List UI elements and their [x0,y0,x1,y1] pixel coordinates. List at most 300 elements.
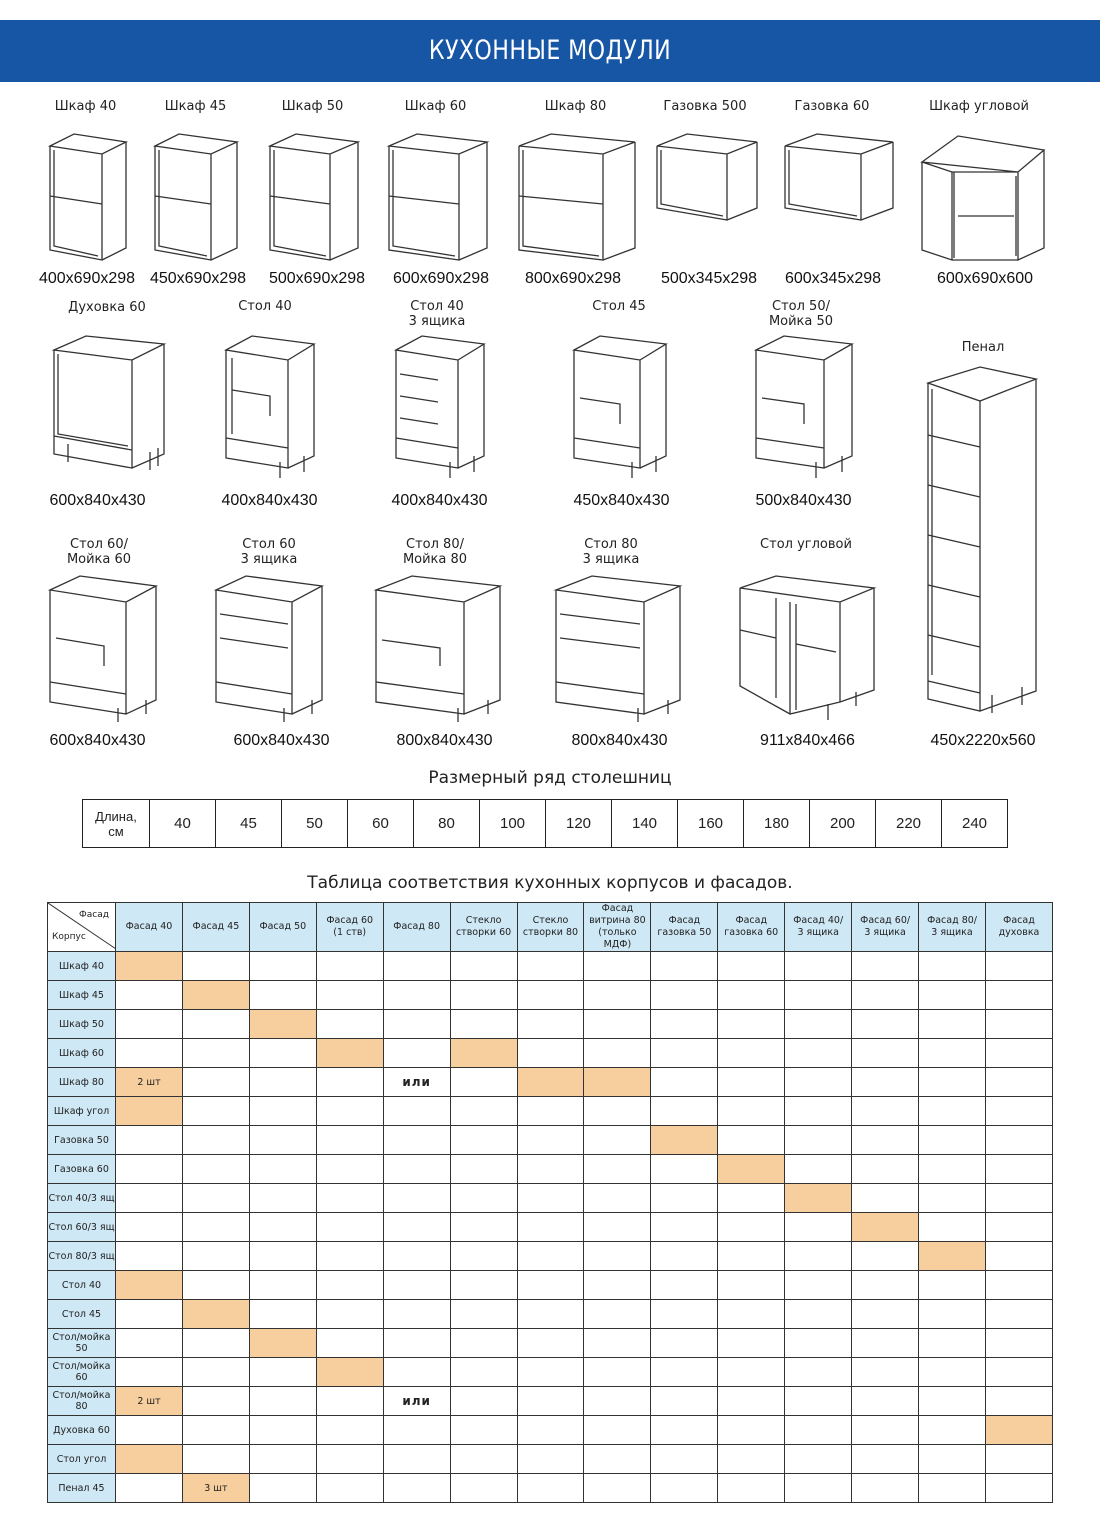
empty-cell [316,981,383,1010]
empty-cell [517,1416,584,1445]
empty-cell [852,1416,919,1445]
facade-column-header: Фасад 50 [249,903,316,952]
cabinet-drawing [222,334,318,480]
empty-cell [718,1039,785,1068]
cabinet-drawing [752,334,856,480]
match-cell [116,1271,183,1300]
empty-cell [985,1184,1052,1213]
empty-cell [919,1213,986,1242]
empty-cell [116,1329,183,1358]
module-size: 600x345x298 [784,270,882,287]
module-size: 800x840x430 [396,732,493,749]
empty-cell [249,1184,316,1213]
empty-cell [249,1474,316,1503]
module-size: 450x2220x560 [930,732,1036,749]
body-row-header: Стол 60/3 ящ [48,1213,116,1242]
empty-cell [785,1155,852,1184]
body-row-header: Пенал 45 [48,1474,116,1503]
empty-cell [651,1213,718,1242]
empty-cell [450,1010,517,1039]
module-name: Стол 60 3 ящика [240,537,298,567]
match-cell [517,1068,584,1097]
module-size: 400x840x430 [391,492,488,509]
empty-cell [383,1097,450,1126]
match-cell [985,1416,1052,1445]
empty-cell [116,1155,183,1184]
empty-cell [316,1010,383,1039]
empty-cell [316,1329,383,1358]
empty-cell [985,1242,1052,1271]
module-name: Духовка 60 [68,300,146,315]
table-row [48,1039,1053,1068]
empty-cell [785,1097,852,1126]
body-row-header: Шкаф 80 [48,1068,116,1097]
empty-cell [919,1416,986,1445]
empty-cell [450,1155,517,1184]
empty-cell [785,1126,852,1155]
match-cell [116,1445,183,1474]
module-size: 400x840x430 [221,492,318,509]
corner-diagonal [48,903,116,949]
empty-cell [383,981,450,1010]
empty-cell [249,952,316,981]
empty-cell [249,1358,316,1387]
empty-cell [718,1010,785,1039]
module-name: Стол 50/ Мойка 50 [768,299,834,329]
empty-cell [517,952,584,981]
empty-cell [718,1358,785,1387]
empty-cell [316,1126,383,1155]
empty-cell [517,1155,584,1184]
module-name: Газовка 60 [794,99,870,114]
body-row-header: Газовка 60 [48,1155,116,1184]
cabinet-drawing [655,132,761,224]
empty-cell [852,952,919,981]
empty-cell [852,1068,919,1097]
empty-cell [651,1329,718,1358]
empty-cell [919,952,986,981]
table-row [48,952,1053,981]
empty-cell [450,1126,517,1155]
cabinet-drawing [918,132,1048,264]
body-row-header: Шкаф 50 [48,1010,116,1039]
table-row [83,800,1008,848]
empty-cell [383,1155,450,1184]
length-cell: 180 [744,800,810,848]
cabinet-drawing [50,334,168,480]
module-size: 600x840x430 [49,492,146,509]
empty-cell [584,1271,651,1300]
corner-label-facade: Фасад [79,910,109,920]
length-cell: 220 [876,800,942,848]
empty-cell [985,1010,1052,1039]
cabinet-drawing [783,132,897,224]
module-name: Газовка 500 [663,99,747,114]
corner-cell [48,903,116,952]
empty-cell [450,1387,517,1416]
empty-cell [651,981,718,1010]
module-size: 500x690x298 [268,270,366,287]
corner-label-body: Корпус [52,932,86,942]
cabinet-drawing [212,574,326,724]
module-name: Стол 80/ Мойка 80 [402,537,468,567]
empty-cell [249,1126,316,1155]
empty-cell [116,981,183,1010]
empty-cell [249,981,316,1010]
module-size: 500x345x298 [660,270,758,287]
empty-cell [852,1184,919,1213]
empty-cell [785,1242,852,1271]
module-name: Стол 60/ Мойка 60 [66,537,132,567]
cabinet-drawing [517,132,639,264]
empty-cell [718,1213,785,1242]
empty-cell [852,1039,919,1068]
empty-cell [718,1242,785,1271]
empty-cell [852,1155,919,1184]
empty-cell [116,1039,183,1068]
empty-cell [517,1387,584,1416]
body-row-header: Стол/мойка 80 [48,1387,116,1416]
empty-cell [651,1416,718,1445]
table-row [48,1242,1053,1271]
empty-cell [249,1097,316,1126]
empty-cell [249,1445,316,1474]
empty-cell [383,1474,450,1503]
empty-cell [517,981,584,1010]
empty-cell [852,1300,919,1329]
empty-cell [116,1416,183,1445]
module-name: Шкаф 45 [164,99,227,114]
empty-cell [316,1445,383,1474]
empty-cell [249,1300,316,1329]
empty-cell [182,1271,249,1300]
cabinet-drawing [570,334,670,480]
body-row-header: Шкаф угол [48,1097,116,1126]
empty-cell [584,1358,651,1387]
empty-cell [517,1242,584,1271]
empty-cell [651,1184,718,1213]
empty-cell [383,1010,450,1039]
empty-cell [651,1068,718,1097]
empty-cell [785,1213,852,1242]
empty-cell [383,1184,450,1213]
empty-cell [785,1010,852,1039]
empty-cell [450,1242,517,1271]
table-row [48,1445,1053,1474]
empty-cell [785,952,852,981]
match-cell: 2 шт [116,1387,183,1416]
empty-cell [517,1010,584,1039]
module-size: 800x690x298 [524,270,622,287]
empty-cell [182,1126,249,1155]
empty-cell [316,952,383,981]
table-row [48,1010,1053,1039]
empty-cell [718,1387,785,1416]
empty-cell [584,981,651,1010]
empty-cell [116,1300,183,1329]
empty-cell [517,1358,584,1387]
empty-cell [450,981,517,1010]
empty-cell [584,1242,651,1271]
alternative-marker: или [383,1387,450,1416]
match-cell [584,1068,651,1097]
empty-cell [718,981,785,1010]
empty-cell [383,1416,450,1445]
empty-cell [852,1271,919,1300]
empty-cell [182,1213,249,1242]
body-row-header: Стол 40/3 ящ [48,1184,116,1213]
facade-column-header: Фасад газовка 50 [651,903,718,952]
body-row-header: Стол/мойка 60 [48,1358,116,1387]
empty-cell [852,1358,919,1387]
empty-cell [919,1445,986,1474]
facade-column-header: Фасад 80/ 3 ящика [919,903,986,952]
empty-cell [316,1155,383,1184]
match-cell [249,1010,316,1039]
empty-cell [852,981,919,1010]
empty-cell [584,1416,651,1445]
empty-cell [182,1387,249,1416]
table-row [48,1271,1053,1300]
empty-cell [718,1300,785,1329]
empty-cell [651,1445,718,1474]
empty-cell [584,1155,651,1184]
length-cell: 120 [546,800,612,848]
empty-cell [852,1329,919,1358]
empty-cell [249,1068,316,1097]
empty-cell [116,1474,183,1503]
empty-cell [116,1358,183,1387]
empty-cell [852,1445,919,1474]
empty-cell [450,1184,517,1213]
empty-cell [985,1126,1052,1155]
empty-cell [249,1271,316,1300]
module-name: Стол 45 [592,299,646,314]
empty-cell [584,1097,651,1126]
empty-cell [718,1068,785,1097]
empty-cell [116,1213,183,1242]
empty-cell [450,1445,517,1474]
empty-cell [517,1039,584,1068]
empty-cell [517,1474,584,1503]
match-cell [116,952,183,981]
empty-cell [450,1358,517,1387]
empty-cell [919,1474,986,1503]
facade-column-header: Фасад 40 [116,903,183,952]
match-cell [182,981,249,1010]
empty-cell [182,1097,249,1126]
body-row-header: Духовка 60 [48,1416,116,1445]
body-row-header: Стол/мойка 50 [48,1329,116,1358]
empty-cell [785,1387,852,1416]
table-row [48,1213,1053,1242]
empty-cell [985,1097,1052,1126]
length-cell: 45 [216,800,282,848]
match-cell: 2 шт [116,1068,183,1097]
module-name: Шкаф 40 [54,99,117,114]
empty-cell [985,1445,1052,1474]
empty-cell [985,1329,1052,1358]
empty-cell [182,1184,249,1213]
empty-cell [785,1039,852,1068]
empty-cell [718,1126,785,1155]
empty-cell [651,1039,718,1068]
table-row [48,981,1053,1010]
table-row [48,1416,1053,1445]
match-cell [116,1097,183,1126]
empty-cell [316,1474,383,1503]
table-row [48,1068,1053,1097]
empty-cell [852,1242,919,1271]
match-cell [182,1300,249,1329]
cabinet-drawing [48,132,130,264]
empty-cell [584,1184,651,1213]
empty-cell [785,1329,852,1358]
table-row [48,1329,1053,1358]
empty-cell [718,952,785,981]
module-size: 600x840x430 [233,732,330,749]
empty-cell [249,1416,316,1445]
module-name: Стол 40 3 ящика [408,299,466,329]
empty-cell [785,1416,852,1445]
empty-cell [584,1445,651,1474]
empty-cell [316,1242,383,1271]
correspondence-title: Таблица соответствия кухонных корпусов и фасадов. [307,873,793,893]
facade-column-header: Фасад газовка 60 [718,903,785,952]
empty-cell [450,1213,517,1242]
empty-cell [383,1329,450,1358]
facade-column-header: Фасад духовка [985,903,1052,952]
empty-cell [249,1213,316,1242]
empty-cell [852,1387,919,1416]
empty-cell [249,1039,316,1068]
table-row [48,1097,1053,1126]
body-row-header: Шкаф 60 [48,1039,116,1068]
empty-cell [718,1271,785,1300]
empty-cell [852,1474,919,1503]
empty-cell [785,1271,852,1300]
facade-column-header: Фасад витрина 80 (только МДФ) [584,903,651,952]
empty-cell [985,1213,1052,1242]
empty-cell [316,1097,383,1126]
match-cell [316,1358,383,1387]
empty-cell [517,1126,584,1155]
module-size: 450x690x298 [149,270,247,287]
empty-cell [985,1300,1052,1329]
empty-cell [517,1213,584,1242]
page-title: КУХОННЫЕ МОДУЛИ [428,35,672,66]
empty-cell [450,1329,517,1358]
empty-cell [450,1068,517,1097]
module-name: Стол угловой [760,537,852,552]
body-row-header: Шкаф 45 [48,981,116,1010]
empty-cell [517,1097,584,1126]
empty-cell [718,1329,785,1358]
module-name: Шкаф угловой [929,99,1029,114]
empty-cell [316,1271,383,1300]
empty-cell [249,1155,316,1184]
cabinet-drawing [372,574,504,724]
module-size: 800x840x430 [571,732,668,749]
empty-cell [182,952,249,981]
length-cell: 80 [414,800,480,848]
empty-cell [517,1184,584,1213]
empty-cell [316,1184,383,1213]
empty-cell [985,952,1052,981]
table-row [48,1474,1053,1503]
empty-cell [985,981,1052,1010]
facade-column-header: Фасад 40/ 3 ящика [785,903,852,952]
empty-cell [182,1329,249,1358]
empty-cell [718,1184,785,1213]
empty-cell [182,1242,249,1271]
empty-cell [985,1039,1052,1068]
empty-cell [919,981,986,1010]
empty-cell [651,1387,718,1416]
empty-cell [450,1271,517,1300]
empty-cell [919,1155,986,1184]
cabinet-drawing [153,132,241,264]
empty-cell [517,1445,584,1474]
empty-cell [651,1474,718,1503]
empty-cell [919,1387,986,1416]
empty-cell [919,1126,986,1155]
empty-cell [383,1358,450,1387]
empty-cell [584,1387,651,1416]
cabinet-drawing [392,334,488,480]
table-row [48,1300,1053,1329]
empty-cell [651,1155,718,1184]
empty-cell [517,1271,584,1300]
match-cell: 3 шт [182,1474,249,1503]
empty-cell [651,1271,718,1300]
length-cell: 200 [810,800,876,848]
module-name: Стол 40 [238,299,292,314]
length-cell: 100 [480,800,546,848]
empty-cell [919,1300,986,1329]
empty-cell [316,1300,383,1329]
cabinet-drawing [552,574,684,724]
empty-cell [116,1184,183,1213]
empty-cell [785,1474,852,1503]
countertop-lengths-table [82,799,1008,848]
length-cell: 40 [150,800,216,848]
empty-cell [785,1068,852,1097]
empty-cell [651,1358,718,1387]
match-cell [316,1039,383,1068]
facade-column-header: Фасад 60 (1 ств) [316,903,383,952]
match-cell [249,1329,316,1358]
module-size: 450x840x430 [573,492,670,509]
empty-cell [785,1445,852,1474]
empty-cell [383,1445,450,1474]
module-name: Пенал [961,340,1005,355]
empty-cell [919,1068,986,1097]
empty-cell [450,1474,517,1503]
empty-cell [383,1300,450,1329]
empty-cell [450,1097,517,1126]
module-size: 600x690x600 [936,270,1034,287]
body-row-header: Стол 40 [48,1271,116,1300]
empty-cell [316,1213,383,1242]
match-cell [450,1039,517,1068]
empty-cell [985,1387,1052,1416]
empty-cell [785,981,852,1010]
cabinet-drawing [46,574,160,724]
empty-cell [116,1010,183,1039]
empty-cell [651,1097,718,1126]
empty-cell [584,1474,651,1503]
